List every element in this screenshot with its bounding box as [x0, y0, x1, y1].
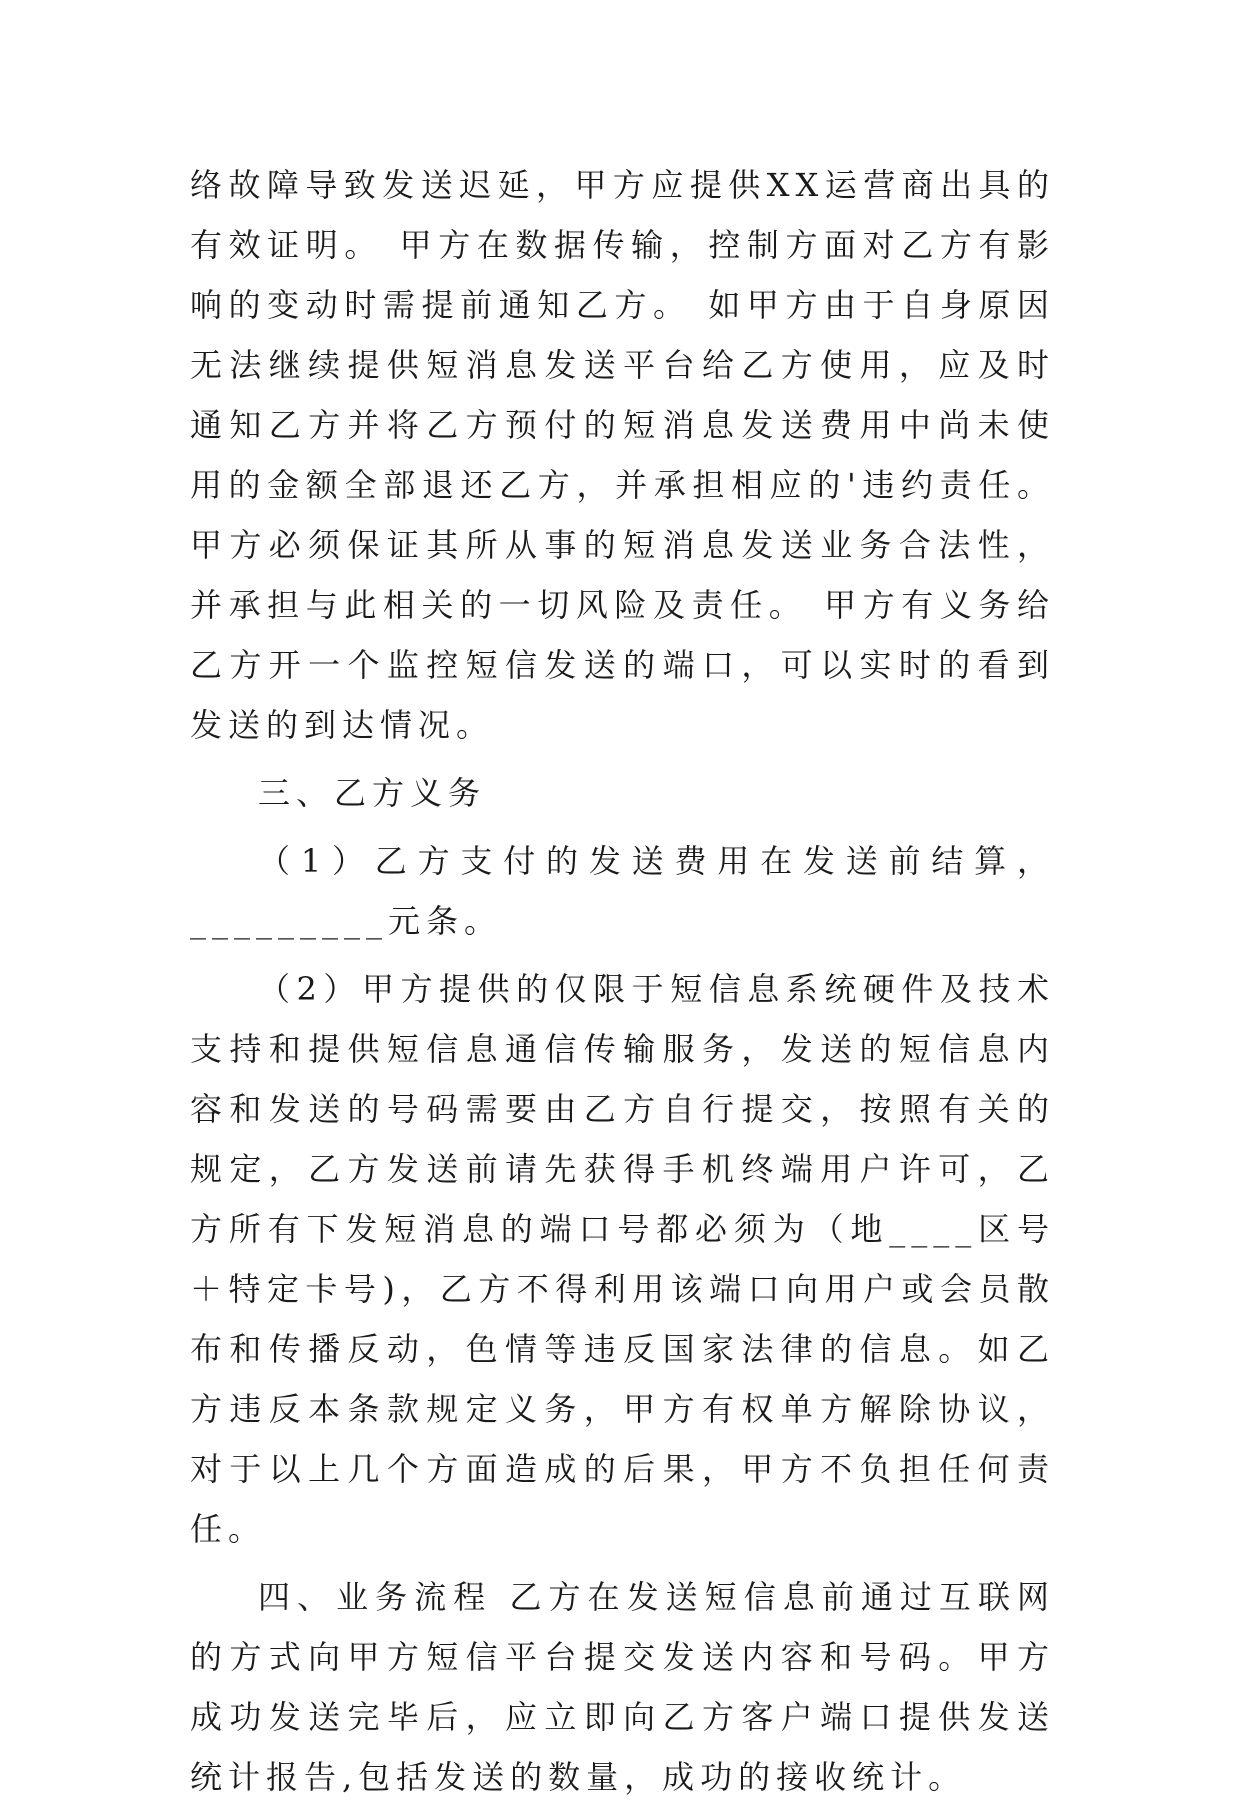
document-body — [190, 155, 1055, 1807]
paragraph-clause-1: （1）乙方支付的发送费用在发送前结算，_________元条。 — [190, 842, 1055, 940]
section-heading-party-b-obligations: 三、乙方义务 — [258, 774, 487, 812]
paragraph-party-a-obligations-continued: 络故障导致发送迟延，甲方应提供XX运营商出具的有效证明。 甲方在数据传输，控制方面对乙方有影响的变动时需提前通知乙方。 如甲方由于自身原因无法继续提供短消息发送平台给乙方使用，应及时通知乙方并将乙方预付的短消息发送费用中尚未使用的金额全部退还乙方，并承担相应的'违约责任。 甲方必须保证其所从事的短消息发送业务合法性，并承担与此相关的一切风险及责任。 甲方有义务给乙方开一个监控短信发送的端口，可以实时的看到发送的到达情况。 — [190, 166, 1055, 744]
paragraph-clause-2: （2）甲方提供的仅限于短信息系统硬件及技术支持和提供短信息通信传输服务，发送的短信息内容和发送的号码需要由乙方自行提交，按照有关的规定，乙方发送前请先获得手机终端用户许可，乙方所有下发短消息的端口号都必须为（地____区号＋特定卡号)，乙方不得利用该端口向用户或会员散布和传播反动，色情等违反国家法律的信息。如乙方违反本条款规定义务，甲方有权单方解除协议，对于以上几个方面造成的后果，甲方不负担任何责任。 — [190, 970, 1055, 1548]
paragraph-business-process: 四、业务流程 乙方在发送短信息前通过互联网的方式向甲方短信平台提交发送内容和号码。甲方成功发送完毕后，应立即向乙方客户端口提供发送统计报告,包括发送的数量，成功的接收统计。 — [190, 1578, 1055, 1796]
